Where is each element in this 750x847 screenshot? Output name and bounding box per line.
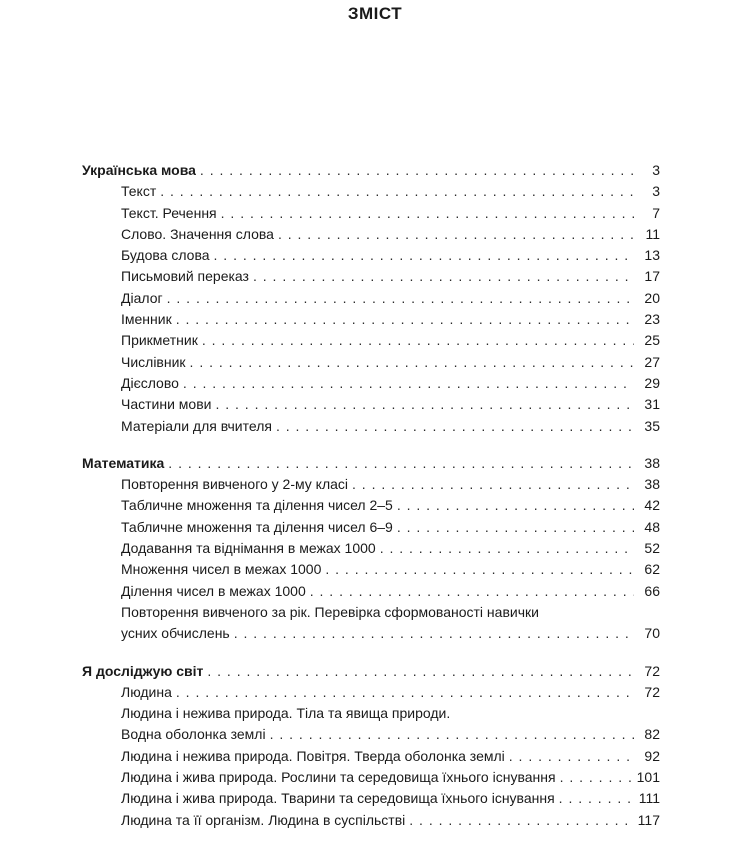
toc-entry-label: Табличне множення та ділення чисел 6–9 bbox=[121, 518, 393, 535]
toc-section-heading[interactable] bbox=[82, 453, 660, 474]
toc-entry-label: Слово. Значення слова bbox=[121, 225, 274, 242]
toc-entry[interactable] bbox=[82, 495, 660, 516]
toc-entry-label: Табличне множення та ділення чисел 2–5 bbox=[121, 497, 393, 514]
dot-leader bbox=[397, 517, 634, 538]
toc-page-number: 48 bbox=[644, 518, 660, 535]
dot-leader bbox=[176, 309, 634, 330]
toc-page-number: 70 bbox=[644, 625, 660, 642]
toc-entry-label: усних обчислень bbox=[121, 625, 230, 642]
toc-page-number: 82 bbox=[644, 726, 660, 743]
toc-entry bbox=[121, 623, 660, 644]
dot-leader bbox=[559, 788, 634, 809]
toc-entry-label: Водна оболонка землі bbox=[121, 726, 266, 743]
toc-page-number: 23 bbox=[644, 311, 660, 328]
toc-entry[interactable] bbox=[82, 746, 660, 767]
toc-page-number: 17 bbox=[644, 268, 660, 285]
toc-page-number: 117 bbox=[637, 811, 660, 828]
toc-entry-label: Матеріали для вчителя bbox=[121, 417, 272, 434]
toc-entry[interactable] bbox=[82, 474, 660, 495]
toc-entry-label-line1: Людина і нежива природа. Тіла та явища природи. bbox=[121, 705, 451, 722]
toc-entry-label: Будова слова bbox=[121, 247, 210, 264]
toc-entry-label: Дієслово bbox=[121, 374, 179, 391]
dot-leader bbox=[215, 394, 634, 415]
toc-entry-label: Ділення чисел в межах 1000 bbox=[121, 582, 306, 599]
toc-entry-label: Множення чисел в межах 1000 bbox=[121, 561, 322, 578]
toc-entry[interactable] bbox=[82, 581, 660, 602]
toc-entry[interactable] bbox=[82, 810, 660, 831]
toc-entry-label: Іменник bbox=[121, 311, 172, 328]
toc-entry-label: Людина і жива природа. Тварини та середовища їхнього існування bbox=[121, 790, 555, 807]
toc-page-number: 72 bbox=[644, 683, 660, 700]
dot-leader bbox=[409, 810, 633, 831]
dot-leader bbox=[276, 416, 634, 437]
toc-entry-label: Письмовий переказ bbox=[121, 268, 249, 285]
table-of-contents bbox=[82, 160, 660, 847]
toc-page-number: 38 bbox=[644, 476, 660, 493]
toc-entry-label: Людина bbox=[121, 683, 172, 700]
toc-page-number: 62 bbox=[644, 561, 660, 578]
toc-page-number: 7 bbox=[652, 204, 660, 221]
toc-page-number: 3 bbox=[652, 183, 660, 200]
toc-entry-label: Діалог bbox=[121, 289, 163, 306]
toc-entry-label: Текст bbox=[121, 183, 157, 200]
toc-entry[interactable] bbox=[82, 517, 660, 538]
toc-page-number: 101 bbox=[636, 769, 660, 786]
toc-entry[interactable] bbox=[82, 559, 660, 580]
toc-page-number: 42 bbox=[644, 497, 660, 514]
toc-page-number: 66 bbox=[644, 582, 660, 599]
toc-entry[interactable] bbox=[82, 330, 660, 351]
dot-leader bbox=[190, 352, 634, 373]
dot-leader bbox=[221, 203, 634, 224]
toc-page-number: 20 bbox=[644, 289, 660, 306]
dot-leader bbox=[253, 266, 634, 287]
toc-entry-label: Повторення вивченого у 2-му класі bbox=[121, 476, 349, 493]
dot-leader bbox=[380, 538, 634, 559]
dot-leader bbox=[352, 474, 634, 495]
dot-leader bbox=[325, 559, 634, 580]
dot-leader bbox=[200, 160, 634, 181]
dot-leader bbox=[270, 724, 634, 745]
toc-entry[interactable] bbox=[82, 538, 660, 559]
toc-entry[interactable] bbox=[82, 394, 660, 415]
dot-leader bbox=[176, 682, 634, 703]
dot-leader bbox=[207, 661, 634, 682]
page-title: ЗМІСТ bbox=[347, 4, 403, 23]
toc-page-number: 111 bbox=[638, 790, 660, 807]
toc-entry[interactable] bbox=[82, 373, 660, 394]
toc-entry-label: Людина та її організм. Людина в суспільстві bbox=[121, 811, 406, 828]
dot-leader bbox=[160, 181, 634, 202]
dot-leader bbox=[202, 330, 634, 351]
toc-section-math bbox=[82, 453, 660, 645]
toc-entry[interactable] bbox=[82, 352, 660, 373]
toc-page-number: 11 bbox=[645, 225, 660, 242]
dot-leader bbox=[397, 495, 634, 516]
toc-entry[interactable] bbox=[82, 767, 660, 788]
dot-leader bbox=[183, 373, 634, 394]
toc-section-heading[interactable] bbox=[82, 160, 660, 181]
toc-page-number: 52 bbox=[644, 540, 660, 557]
dot-leader bbox=[168, 453, 634, 474]
toc-heading-label: Українська мова bbox=[82, 162, 196, 178]
toc-entry-label: Частини мови bbox=[121, 396, 212, 413]
toc-entry[interactable] bbox=[82, 309, 660, 330]
toc-heading-label: Математика bbox=[82, 454, 165, 471]
toc-entry-label: Людина і нежива природа. Повітря. Тверда оболонка землі bbox=[121, 747, 505, 764]
toc-entry-label-line1: Повторення вивченого за рік. Перевірка сформованості навички bbox=[121, 603, 539, 620]
toc-page-number: 3 bbox=[652, 162, 660, 178]
toc-page-number: 13 bbox=[644, 247, 660, 264]
toc-entry[interactable] bbox=[82, 288, 660, 309]
toc-entry-label: Додавання та віднімання в межах 1000 bbox=[121, 540, 376, 557]
dot-leader bbox=[278, 224, 634, 245]
toc-page-number: 35 bbox=[644, 417, 660, 434]
toc-page-number: 38 bbox=[644, 454, 660, 471]
toc-section-world bbox=[82, 661, 660, 831]
toc-section-ukrainian bbox=[82, 160, 660, 437]
toc-entry[interactable] bbox=[82, 788, 660, 809]
toc-entry[interactable] bbox=[82, 224, 660, 245]
toc-entry[interactable] bbox=[82, 682, 660, 703]
toc-entry-label: Людина і жива природа. Рослини та середовища їхнього існування bbox=[121, 769, 556, 786]
toc-page-number: 27 bbox=[644, 353, 660, 370]
toc-entry[interactable] bbox=[82, 203, 660, 224]
toc-heading-label: Я досліджую світ bbox=[82, 662, 204, 679]
toc-section-heading[interactable] bbox=[82, 661, 660, 682]
dot-leader bbox=[167, 288, 634, 309]
dot-leader bbox=[509, 746, 634, 767]
toc-entry bbox=[121, 724, 660, 745]
toc-entry-multiline[interactable] bbox=[82, 602, 660, 645]
toc-entry[interactable] bbox=[82, 245, 660, 266]
toc-entry-label: Числівник bbox=[121, 353, 186, 370]
toc-page-number: 92 bbox=[644, 747, 660, 764]
toc-page-number: 72 bbox=[644, 662, 660, 679]
toc-entry-label: Текст. Речення bbox=[121, 204, 217, 221]
dot-leader bbox=[234, 623, 634, 644]
toc-entry[interactable] bbox=[82, 416, 660, 437]
toc-page-number: 29 bbox=[644, 374, 660, 391]
dot-leader bbox=[214, 245, 634, 266]
toc-entry[interactable] bbox=[82, 181, 660, 202]
toc-entry-multiline[interactable] bbox=[82, 703, 660, 746]
toc-page-number: 31 bbox=[644, 396, 660, 413]
dot-leader bbox=[560, 767, 633, 788]
toc-page-number: 25 bbox=[644, 332, 660, 349]
dot-leader bbox=[310, 581, 634, 602]
toc-entry-label: Прикметник bbox=[121, 332, 198, 349]
toc-entry[interactable] bbox=[82, 266, 660, 287]
